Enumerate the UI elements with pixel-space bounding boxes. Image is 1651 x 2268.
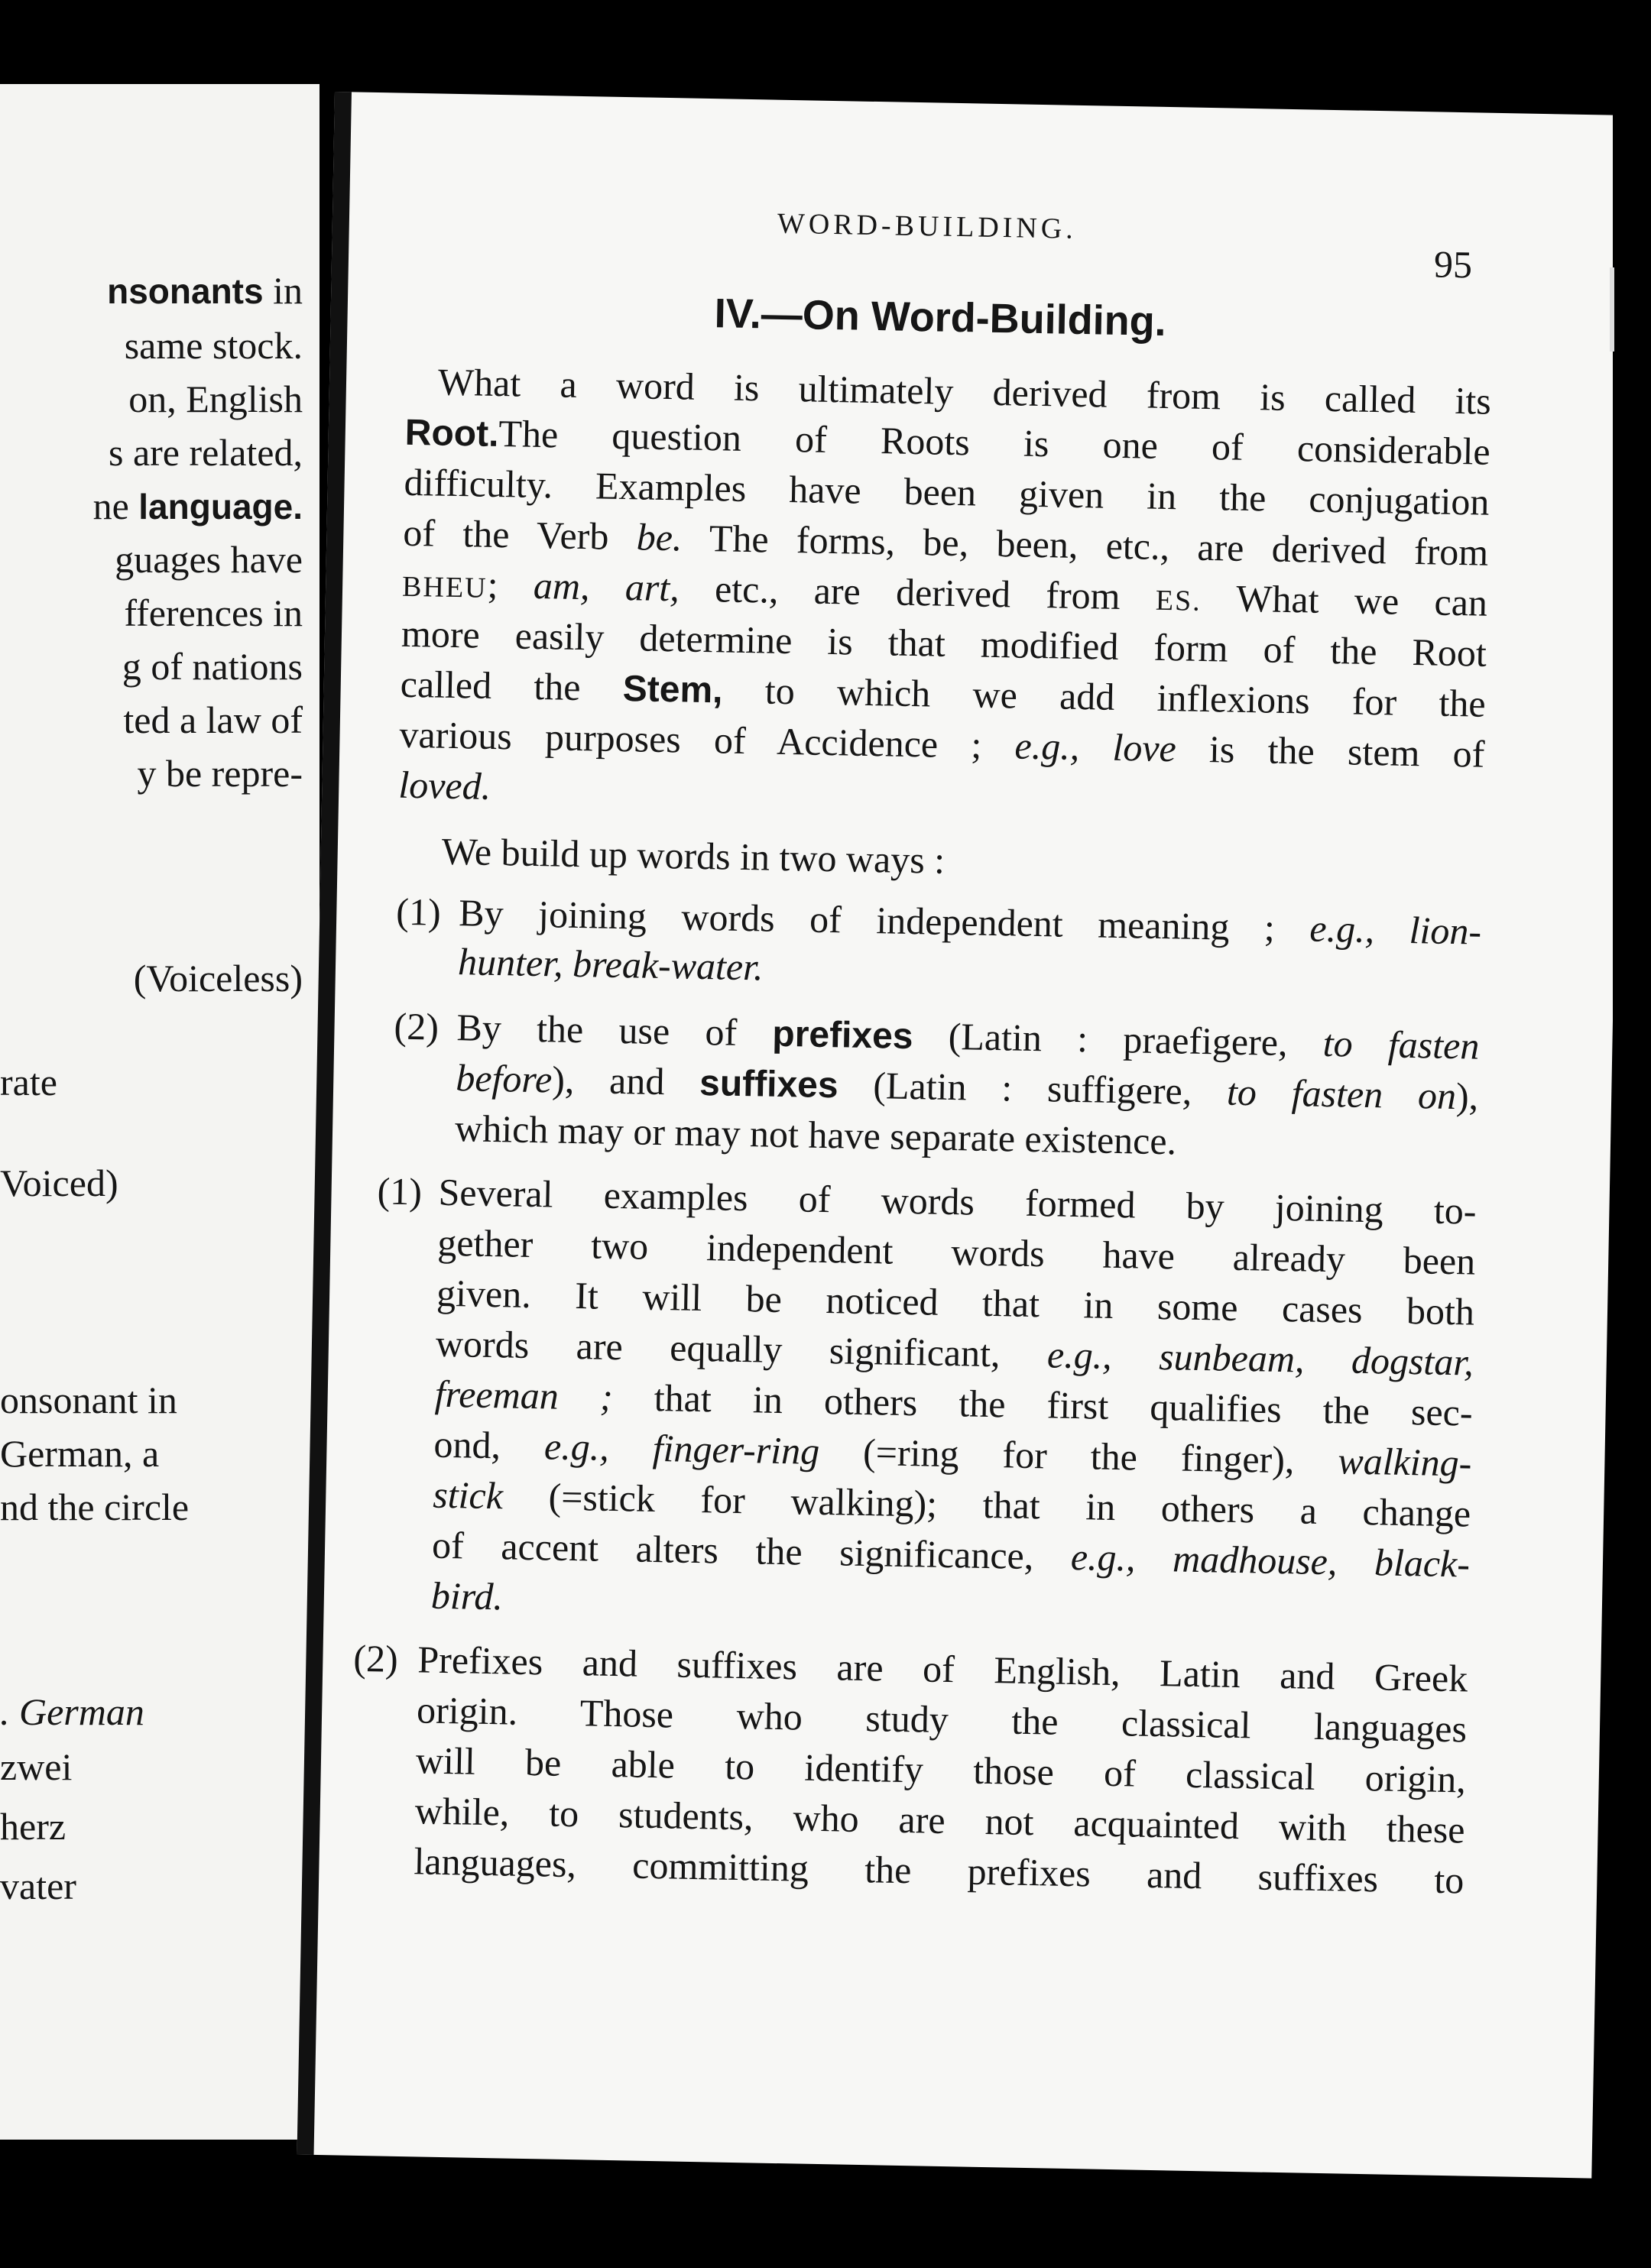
- left-page: [0, 84, 319, 2140]
- scan-border: [1613, 0, 1651, 2268]
- section-title: IV.—On Word-Building.: [714, 290, 1167, 345]
- left-line-3: on, English: [128, 377, 303, 420]
- text-line: difficulty. Examples have been given in the conjugation: [404, 460, 1490, 523]
- intro-line: We build up words in two ways :: [441, 829, 946, 882]
- list-number: (2): [394, 1004, 440, 1048]
- text-line: gether two independent words have already been: [436, 1220, 1476, 1283]
- text-line: various purposes of Accidence ; e.g., love is the stem of: [399, 712, 1485, 776]
- left-line-15: German, a: [0, 1432, 160, 1475]
- left-line-7: fferences in: [124, 591, 303, 634]
- text-line: more easily determine is that modified form of the Root: [401, 611, 1487, 675]
- text-line: What a word is ultimately derived from is called its: [437, 360, 1492, 423]
- text-line: of accent alters the significance, e.g., madhouse, black-: [431, 1523, 1471, 1586]
- text-line: By joining words of independent meaning ; e.g., lion-: [458, 891, 1482, 953]
- left-line-14: onsonant in: [0, 1379, 177, 1421]
- text-line: bird.: [430, 1573, 504, 1618]
- left-line-11: (Voiceless): [133, 957, 303, 1000]
- text-line: loved.: [397, 763, 491, 808]
- left-line-2: same stock.: [124, 324, 303, 367]
- left-line-13: Voiced): [0, 1162, 118, 1204]
- text-line: while, to students, who are not acquainted with these: [414, 1789, 1466, 1852]
- list-number: (1): [377, 1169, 423, 1213]
- left-line-18: zwei: [0, 1745, 73, 1788]
- text-line: will be able to identify those of classical origin,: [415, 1738, 1467, 1801]
- text-line: Several examples of words formed by joining to-: [438, 1170, 1477, 1233]
- text-line: By the use of prefixes (Latin : praefigere, to fasten: [456, 1006, 1480, 1068]
- left-line-20: vater: [0, 1865, 76, 1907]
- text-line: hunter, break-water.: [457, 940, 764, 989]
- left-line-19: herz: [0, 1805, 66, 1848]
- right-page: [297, 92, 1630, 2179]
- text-line: given. It will be noticed that in some cases both: [436, 1271, 1475, 1333]
- list-number: (1): [395, 889, 442, 934]
- text-line: ond, e.g., finger-ring (=ring for the finger), walking-: [433, 1422, 1472, 1485]
- text-line: Root.The question of Roots is one of considerable: [404, 412, 1491, 473]
- left-line-6: guages have: [115, 538, 303, 581]
- running-head: WORD-BUILDING.: [777, 207, 1078, 245]
- scan-mark: [1610, 267, 1614, 352]
- left-line-16: nd the circle: [0, 1486, 190, 1528]
- text-line: called the Stem, to which we add inflexions for the: [400, 662, 1487, 725]
- left-line-1: nsonants in: [107, 269, 303, 312]
- left-line-5: ne language.: [92, 484, 303, 527]
- text-line: Prefixes and suffixes are of English, Latin and Greek: [417, 1638, 1468, 1700]
- text-line: which may or may not have separate existence.: [454, 1106, 1177, 1163]
- left-line-4: s are related,: [108, 431, 303, 474]
- text-line: languages, committing the prefixes and suffixes to: [414, 1839, 1464, 1902]
- list-number: (2): [352, 1636, 399, 1680]
- text-line: before), and suffixes (Latin : suffigere, to fasten on),: [455, 1056, 1479, 1118]
- text-line: words are equally significant, e.g., sunbeam, dogstar,: [435, 1321, 1474, 1384]
- text-line: origin. Those who study the classical languages: [416, 1688, 1468, 1751]
- page-number: 95: [1433, 242, 1473, 287]
- left-line-10: y be repre-: [137, 752, 303, 795]
- left-line-8: g of nations: [122, 645, 303, 688]
- left-line-9: ted a law of: [123, 698, 303, 741]
- left-line-12: rate: [0, 1061, 57, 1103]
- text-line: BHEU; am, art, etc., are derived from ES. What we can: [401, 562, 1488, 624]
- text-line: stick (=stick for walking); that in others a change: [432, 1473, 1471, 1535]
- text-line: of the Verb be. The forms, be, been, etc., are derived from: [402, 510, 1489, 574]
- text-line: freeman ; that in others the first qualifies the sec-: [434, 1372, 1474, 1434]
- left-line-17: . German: [0, 1690, 144, 1733]
